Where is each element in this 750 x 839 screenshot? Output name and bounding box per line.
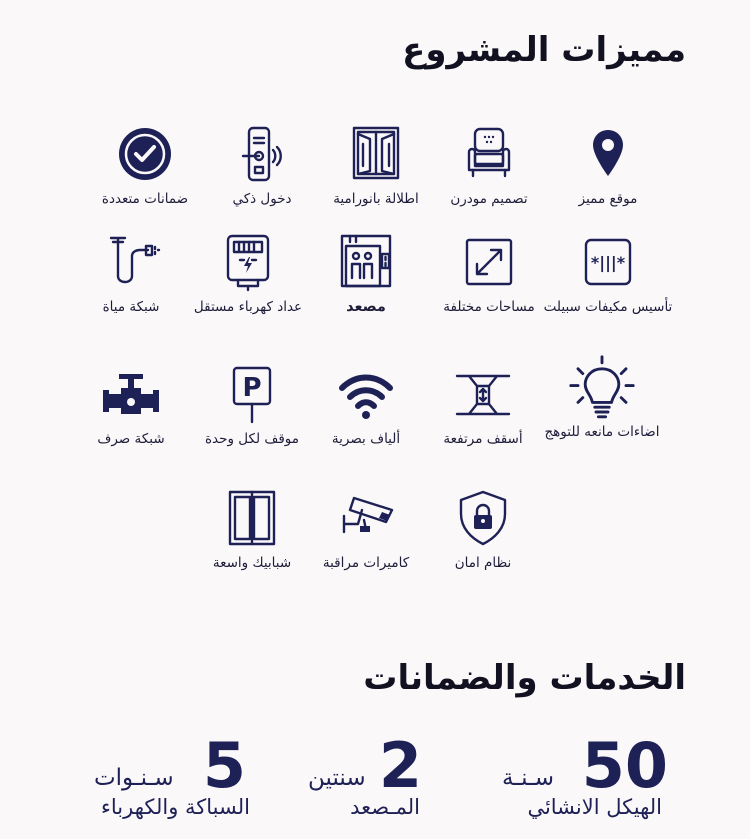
feature-label: أسقف مرتفعة: [443, 431, 523, 447]
feature-label: عداد كهرباء مستقل: [193, 299, 303, 315]
feature-smart-entry: [197, 124, 327, 210]
stat-elevator: [296, 729, 436, 835]
security-shield-icon: [453, 488, 513, 548]
smart-lock-icon: [232, 124, 292, 184]
feature-design: [424, 124, 554, 210]
feature-label: شبكة مياة: [102, 299, 160, 315]
feature-label: موقع مميز: [578, 191, 638, 207]
feature-label: مصعد: [346, 299, 386, 315]
feature-security: [418, 488, 548, 574]
feature-label: كاميرات مراقبة: [322, 555, 410, 571]
feature-label: مساحات مختلفة: [443, 299, 535, 315]
feature-fiber: [301, 364, 431, 450]
stat-caption: المـصعد: [350, 795, 420, 819]
feature-ceilings: [418, 364, 548, 450]
feature-ac: [543, 232, 673, 318]
feature-label: اطلالة بانورامية: [333, 191, 419, 207]
services-title: الخدمات والضمانات: [363, 658, 686, 698]
window-icon: [346, 124, 406, 184]
cctv-camera-icon: [336, 488, 396, 548]
drain-valve-icon: [101, 364, 161, 424]
feature-warranties: [80, 124, 210, 210]
stat-unit: سنتين: [308, 765, 366, 791]
feature-label: شبكة صرف: [97, 431, 165, 447]
feature-drainage: [66, 364, 196, 450]
resize-arrow-icon: [459, 232, 519, 292]
features-title: مميزات المشروع: [402, 30, 686, 70]
electric-meter-icon: [218, 232, 278, 292]
parking-icon: [222, 364, 282, 424]
stat-plumbing: [78, 729, 258, 835]
location-pin-icon: [578, 124, 638, 184]
stat-number: 2: [378, 729, 422, 802]
high-ceiling-icon: [453, 364, 513, 424]
feature-label: نظام امان: [454, 555, 512, 571]
armchair-icon: [459, 124, 519, 184]
stat-unit: سـنـة: [502, 765, 555, 791]
feature-windows: [187, 488, 317, 574]
feature-cameras: [301, 488, 431, 574]
stat-number: 50: [581, 729, 668, 802]
stat-structure: [490, 729, 680, 835]
wide-window-icon: [222, 488, 282, 548]
wifi-icon: [336, 364, 396, 424]
feature-label: اضاءات مانعه للتوهج: [544, 424, 660, 440]
feature-label: تصميم مودرن: [450, 191, 528, 207]
svg-text:P: P: [242, 373, 262, 403]
feature-panoramic: [311, 124, 441, 210]
air-conditioner-icon: [578, 232, 638, 292]
feature-water: [66, 232, 196, 318]
elevator-icon: [336, 232, 396, 292]
stat-number: 5: [202, 729, 246, 802]
feature-label: شبابيك واسعة: [212, 555, 292, 571]
feature-label: دخول ذكي: [232, 191, 292, 207]
feature-lighting: [537, 352, 667, 443]
water-pipe-icon: [101, 232, 161, 292]
feature-location: [543, 124, 673, 210]
stat-unit: سـنـوات: [94, 765, 174, 791]
light-bulb-icon: [566, 352, 638, 424]
feature-label: ضمانات متعددة: [101, 191, 189, 207]
feature-label: موقف لكل وحدة: [204, 431, 300, 447]
feature-elevator: [301, 232, 431, 318]
feature-parking: [187, 364, 317, 450]
feature-label: ألياف بصرية: [331, 431, 401, 447]
check-badge-icon: [115, 124, 175, 184]
svg-text:*|||*: *|||*: [590, 253, 626, 272]
feature-spaces: [424, 232, 554, 318]
stat-caption: السباكة والكهرباء: [101, 795, 250, 819]
feature-meter: [183, 232, 313, 318]
stat-caption: الهيكل الانشائي: [527, 795, 662, 819]
feature-label: تأسيس مكيفات سبيلت: [543, 299, 673, 315]
